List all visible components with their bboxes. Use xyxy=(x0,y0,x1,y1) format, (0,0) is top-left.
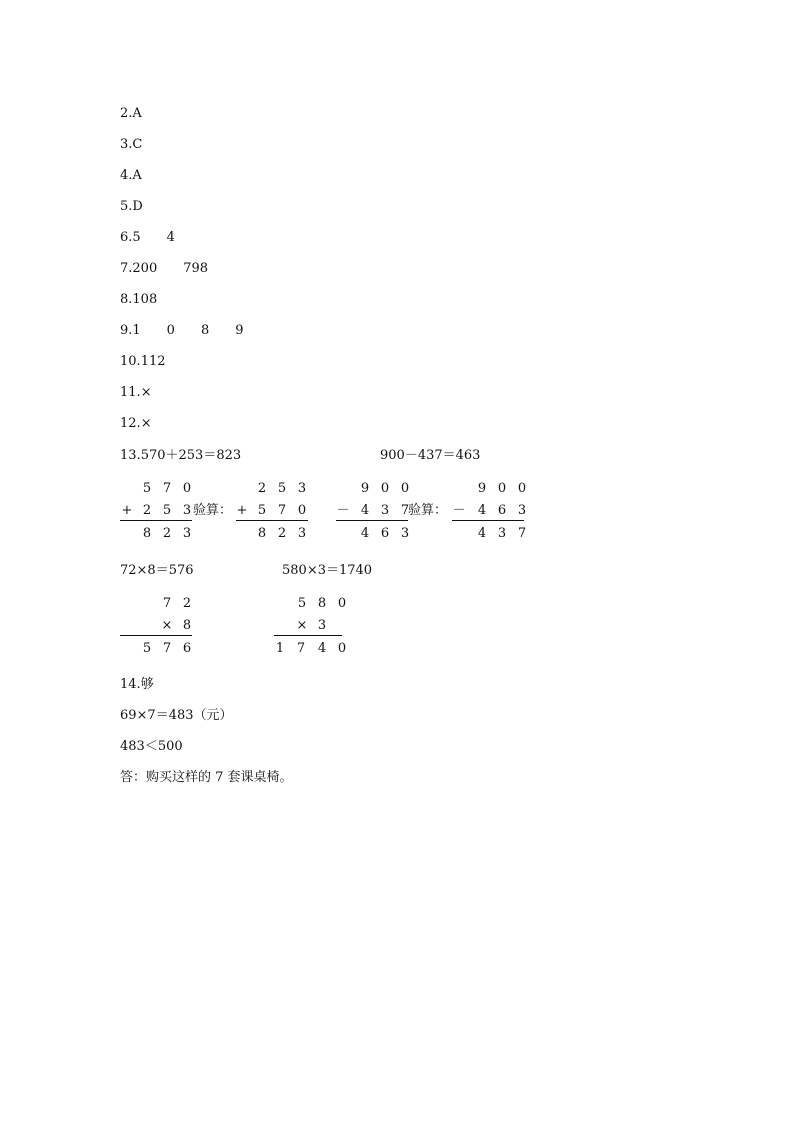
digit: 4 xyxy=(477,526,487,541)
digit: 3 xyxy=(297,526,307,541)
digit: 8 xyxy=(257,526,267,541)
q14-answer: 14.够 xyxy=(120,677,154,692)
digit: 5 xyxy=(277,481,287,496)
digit: 4 xyxy=(477,503,487,518)
digit: 6 xyxy=(497,503,507,518)
q14-calculation: 69×7＝483（元） xyxy=(120,708,233,723)
q14-comparison: 483＜500 xyxy=(120,739,183,754)
digit: 7 xyxy=(517,526,527,541)
result-line xyxy=(452,520,524,521)
digit: 0 xyxy=(337,641,347,656)
q13-equation-add: 13.570＋253＝823 xyxy=(120,448,242,463)
answer-4: 4.A xyxy=(120,168,142,183)
result-line xyxy=(336,520,408,521)
result-line xyxy=(236,520,308,521)
digit: 3 xyxy=(400,526,410,541)
answer-2: 2.A xyxy=(120,106,142,121)
digit: 2 xyxy=(142,503,152,518)
digit: 3 xyxy=(497,526,507,541)
answer-3: 3.C xyxy=(120,137,143,152)
answer-11: 11.× xyxy=(120,385,152,400)
answer-5: 5.D xyxy=(120,199,143,214)
operator: － xyxy=(452,503,466,518)
q13-equation-sub: 900－437＝463 xyxy=(380,448,481,463)
digit: 7 xyxy=(400,503,410,518)
digit: 3 xyxy=(517,503,527,518)
digit: 6 xyxy=(182,641,192,656)
digit: 3 xyxy=(182,526,192,541)
digit: 0 xyxy=(337,596,347,611)
digit: 8 xyxy=(317,596,327,611)
digit: 8 xyxy=(182,618,192,633)
digit: 2 xyxy=(182,596,192,611)
digit: 2 xyxy=(277,526,287,541)
verify-label: 验算： xyxy=(408,503,448,518)
digit: 5 xyxy=(142,641,152,656)
answer-8: 8.108 xyxy=(120,292,158,307)
answer-12: 12.× xyxy=(120,416,152,431)
digit: 8 xyxy=(142,526,152,541)
operator: + xyxy=(121,503,133,518)
digit: 3 xyxy=(182,503,192,518)
result-line xyxy=(120,520,192,521)
answer-10: 10.112 xyxy=(120,354,166,369)
digit: 3 xyxy=(317,618,327,633)
digit: 0 xyxy=(400,481,410,496)
operator: － xyxy=(336,503,350,518)
answer-7: 7.200 798 xyxy=(120,261,209,276)
digit: 2 xyxy=(257,481,267,496)
digit: 0 xyxy=(497,481,507,496)
result-line xyxy=(120,635,192,636)
digit: 0 xyxy=(380,481,390,496)
digit: 0 xyxy=(297,503,307,518)
result-line xyxy=(274,635,342,636)
digit: 3 xyxy=(380,503,390,518)
digit: 7 xyxy=(162,481,172,496)
digit: 7 xyxy=(277,503,287,518)
digit: 4 xyxy=(360,503,370,518)
answer-6: 6.5 4 xyxy=(120,230,175,245)
answer-9: 9.1 0 8 9 xyxy=(120,323,244,338)
digit: 4 xyxy=(360,526,370,541)
digit: 4 xyxy=(317,641,327,656)
q13-equation-mul1: 72×8＝576 xyxy=(120,563,194,578)
digit: 7 xyxy=(162,596,172,611)
digit: 7 xyxy=(162,641,172,656)
digit: 9 xyxy=(360,481,370,496)
q13-equation-mul2: 580×3＝1740 xyxy=(282,563,373,578)
digit: 3 xyxy=(297,481,307,496)
digit: 0 xyxy=(517,481,527,496)
digit: 7 xyxy=(296,641,306,656)
digit: 9 xyxy=(477,481,487,496)
verify-label: 验算： xyxy=(193,503,233,518)
digit: 5 xyxy=(162,503,172,518)
digit: 5 xyxy=(297,596,307,611)
digit: 1 xyxy=(275,641,285,656)
operator: × xyxy=(296,618,308,633)
digit: 5 xyxy=(257,503,267,518)
q14-conclusion: 答：购买这样的 7 套课桌椅。 xyxy=(120,770,293,785)
digit: 5 xyxy=(142,481,152,496)
digit: 0 xyxy=(182,481,192,496)
digit: 2 xyxy=(162,526,172,541)
digit: 6 xyxy=(380,526,390,541)
operator: + xyxy=(236,503,248,518)
operator: × xyxy=(161,618,173,633)
